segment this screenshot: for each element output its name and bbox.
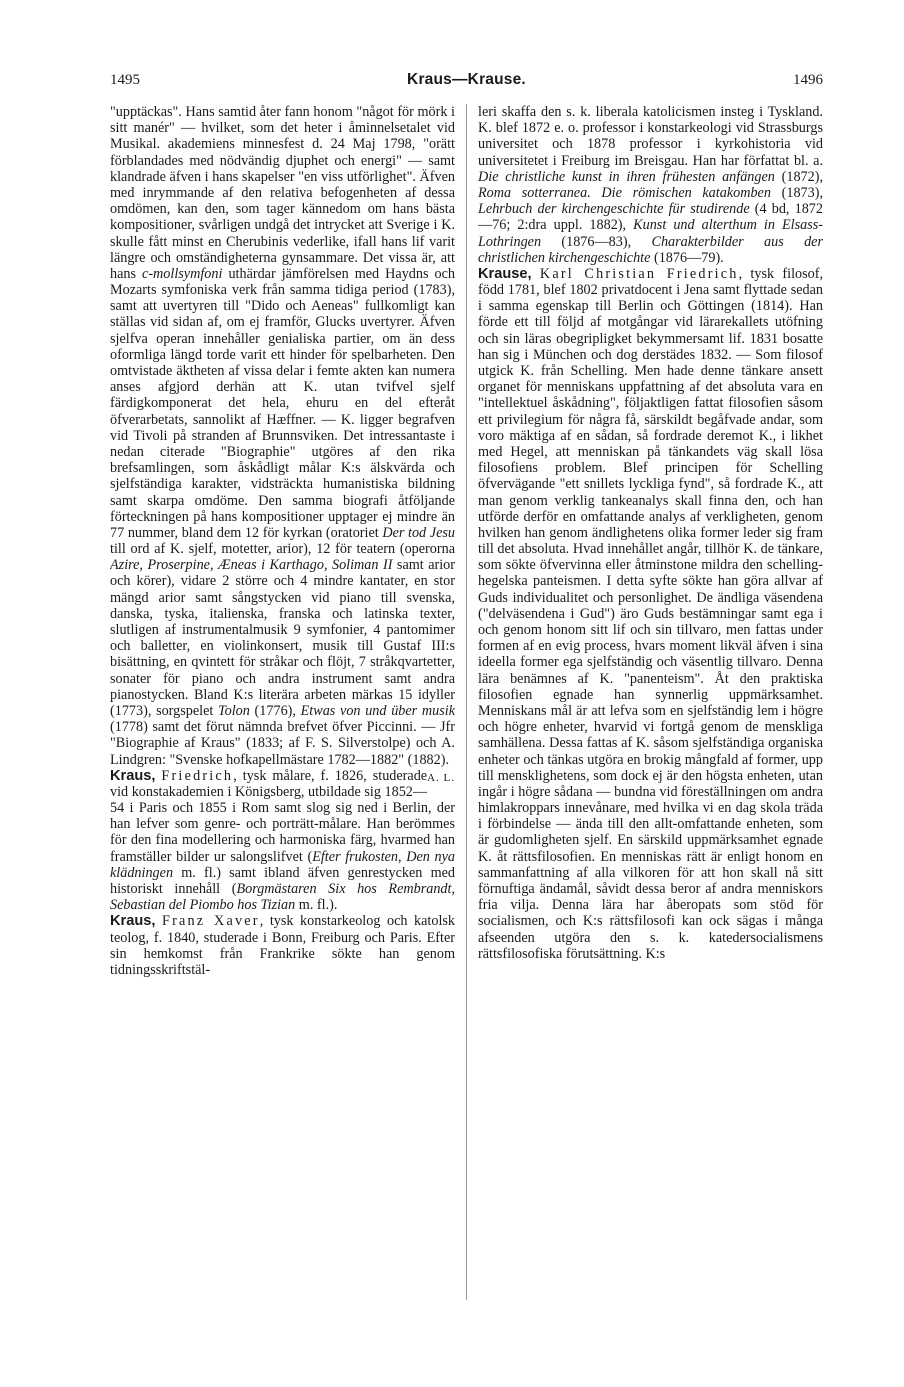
headword: Krause, [478,265,532,282]
entry-kraus-continued: "upptäckas". Hans samtid åter fann honom "något för mörk i sitt manér" — hvilket, som det heter i åminnelsetalet vid Musikal. akademiens minnesfest d. 24 Maj 1798, "orätt förblandades med nödvändig djuphet och energi" — samt klandrade äfven i hans skapelser "en viss utförlighet". Äfven med inrymmande af den relativa befogenheten af dessa omdömen, kan den, som tager kännedom om hans bästa kompositioner, svårligen undgå det intrycket att Sverige i K. skulle fått minst en Cherubinis vederlike, ifall hans lif varit längre och omständigheterna gynsammare. Det vissa är, att hans c-mollsymfoni uthärdar jämförelsen med Haydns och Mozarts symfoniska verk från samma tidiga period (1783), samt att uvertyren till "Dido och Aeneas" fullkomligt kan ställas vid sidan af, om ej framför, Glucks uvertyrer. Äfven sjelfva operan innehåller genialiska partier, om än dess oformliga längd torde varit ett hinder för spelbarheten. Den omtvistade äktheten af vissa delar i femte akten kan numera anses afgjord derhän att K. utan tvifvel sjelf färdigkomponerat det hela, ehuru en del efteråt öfverarbetats, sannolikt af Hæffner. — K. ligger begrafven vid Tivoli på stranden af Brunnsviken. Det intressantaste i nedan citerade "Biographie" utgöres af den rika brefsamlingen, som åskådligt målar K:s älskvärda och sjelfständiga karakter, vidsträckta humanistiska bildning samt skarpa omdöme. Den samma biografi åtföljande förteckningen på hans kompositioner upptager ej mindre än 77 nummer, bland dem 12 för kyrkan (oratoriet Der tod Jesu till ord af K. sjelf, motetter, arior), 12 för teatern (operorna Azire, Proserpine, Æneas i Karthago, Soliman II samt arior och körer), vidare 2 större och 4 mindre kantater, en stor mängd arior samt sångstycken vid piano till svenska, danska, tyska, italienska, franska och latinska texter, slutligen af instrumentalmusik 9 symfonier, 4 pantomimer och balletter, en violinkonsert, musik till Gustaf III:s bisättning, en qvintett för stråkar och flöjt, 7 stråkqvartetter, sonater för piano och andra instrument samt andra pianostycken. Bland K:s literära arbeten märkas 15 idyller (1773), sorgspelet Tolon (1776), Etwas von und über musik (1778) samt det förut nämnda brefvet öfver Piccinni. — Jfr "Biographie af Kraus" (1833; af F. S. Silverstolpe) och A. Lindgren: "Svenske hofkapellmästare 1782—1882" (1882). A. L. [110,104,455,768]
page-number-left: 1495 [110,72,140,88]
page-number-right: 1496 [793,72,823,88]
entry-krause: Krause, Karl Christian Friedrich, tysk filosof, född 1781, blef 1802 privatdocent i Jena samt flyttade sedan i samma egenskap till Berlin och Göttingen (1814). Han förde ett till följd af motgångar vid lärarekallets utöfning och sin läras obegripligket bekymmersamt lif. 1831 bosatte han sig i München och dog derstädes 1832. — Som filosof utgick K. från Schelling. Men hade denne tänkare ansett organet för menniskans uppfattning af det absoluta vara en "intellektuel åskådning", följaktligen fattat filosofien såsom ett privilegium för några få, särskildt begåfvade andar, som voro mäktiga af en sådan, så fordrade deremot K., i likhet med Hegel, att menniskan på tänkandets väg skall lösa filosofiens problem. Blef principen för Schelling öfvervägande "ett snillets lyckliga fynd", så fordrade K., att man genom verklig tankeanalys skall finna den, och han utförde derför en omfattande analys af verkligheten, genom hvilken han genom ändlighetens olika former leder sig fram till det absoluta. Hvad innehållet angår, tillhör K. de tänkare, som sökte öfvervinna eller åtminstone mildra den schelling-hegelska panteismen. I detta syfte sökte han göra allvar af Guds individualitet och personlighet. De ändliga väsendena ("delväsendena i Gud") äro Guds bestämningar samt ega i och genom honom sitt lif och sin tillvaro, men fattas under formen af en evig process, hvars moment likväl äfven i sina ideella former ega sjelfständig och väsentlig tillvaro. Denna lära benämnes af K. "panenteism". Åt den praktiska filosofien egnade han synnerlig uppmärksamhet. Menniskans mål är att lefva som en sjelfständig lem i högre och högre enheter, hvarvid vi fortgå genom de menskliga samhällena. Dessa fattas af K. såsom sjelfständiga organiska enheter och tänkas utgöra en brokig mångfald af former, upp till mensklighetens, som dock ej är den högsta enheten, utan ingår i högre sådana — bundna vid föreställningen om andra himlakroppars innevånare, med hvilka vi en dag skola träda i förbindelse — ända till den allt-omfattande enheten, som är gudomligheten sjelf. En särskild uppmärksamhet egnade K. åt rättsfilosofien. En menniskas rätt är enligt honom en sammanfattning af alla vilkoren för att hon skall nå sitt förnuftiga ändamål, såvidt dessa beror af andra menniskors fria vilja. Denna lära har åberopats som stöd för socialismen, och K:s rättsfilosofi kan ock sägas i många afseenden utgöra den s. k. katedersocialismens rättsfilosofiska förutsättning. K:s [478,265,823,962]
column-divider [466,104,467,1300]
running-title: Kraus—Krause. [407,71,526,88]
entry-kraus-franz-xaver: Kraus, Franz Xaver, tysk konstarkeolog och katolsk teolog, f. 1840, studerade i Bonn, Freiburg och Paris. Efter sin hemkomst från Frankrike sökte han genom tidningsskriftstäl- [110,913,455,978]
headword: Kraus, [110,913,156,930]
page-header [110,72,823,94]
author-signature: A. L. [427,771,455,784]
entry-kraus-friedrich: Kraus, Friedrich, tysk målare, f. 1826, studerade vid konstakademien i Königsberg, utbildade sig 1852—54 i Paris och 1855 i Rom samt slog sig ned i Berlin, der han lefver som genre- och porträtt-målare. Han berömmes för den fina modellering och harmoniska färg, hvarmed han framställer bilder ur salongslifvet (Efter frukosten, Den nya klädningen m. fl.) samt ibland äfven genrestycken med historiskt innehåll (Borgmästaren Six hos Rembrandt, Sebastian del Piombo hos Tizian m. fl.). [110,767,455,914]
left-column [110,104,455,1304]
right-column [478,104,823,1304]
headword: Kraus, [110,767,156,784]
entry-kraus-franz-xaver-continued: leri skaffa den s. k. liberala katolicismen insteg i Tyskland. K. blef 1872 e. o. professor i konstarkeologi vid Strassburgs universitet och 1878 professor i kyrkohistoria vid universitetet i Freiburg im Breisgau. Han har författat bl. a. Die christliche kunst in ihren frühesten anfängen (1872), Roma sotterranea. Die römischen katakomben (1873), Lehrbuch der kirchengeschichte für studirende (4 bd, 1872—76; 2:dra uppl. 1882), Kunst und alterthum in Elsass-Lothringen (1876—83), Charakterbilder aus der christlichen kirchengeschichte (1876—79). [478,104,823,266]
